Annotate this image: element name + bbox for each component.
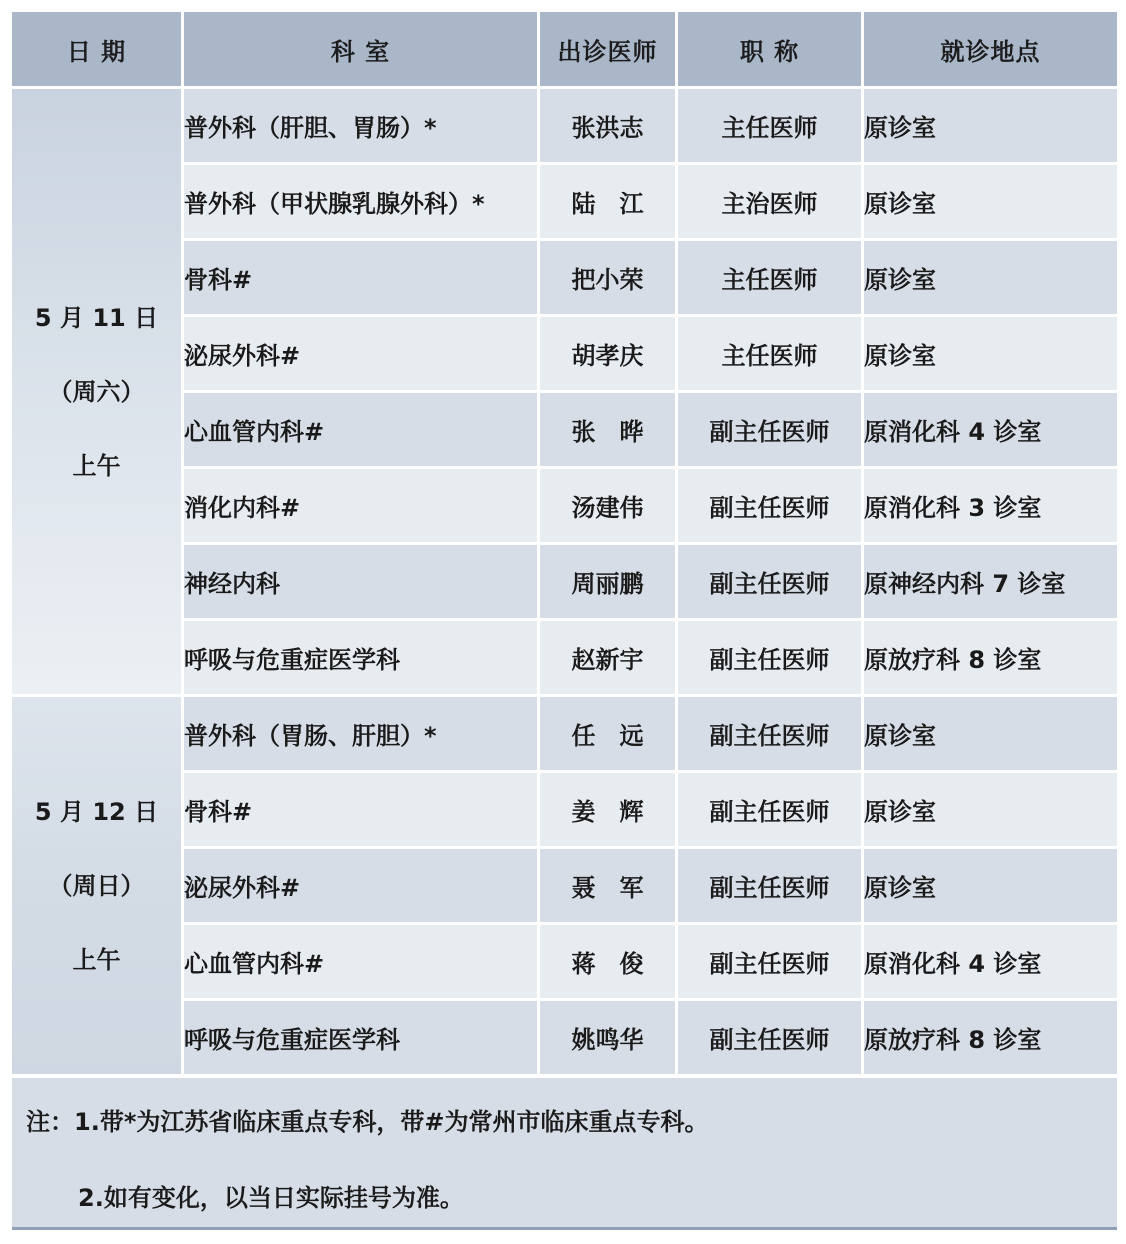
date-line: 5 月 11 日 xyxy=(34,303,159,332)
header-date: 日 期 xyxy=(12,12,184,89)
table-row xyxy=(12,89,1117,165)
location-cell: 原诊室 xyxy=(864,89,1117,165)
department-cell: 泌尿外科# xyxy=(184,849,540,925)
doctor-cell: 张洪志 xyxy=(540,89,678,165)
location-cell: 原神经内科 7 诊室 xyxy=(864,545,1117,621)
department-cell: 骨科# xyxy=(184,773,540,849)
schedule-document xyxy=(12,12,1117,1231)
location-cell: 原诊室 xyxy=(864,317,1117,393)
department-cell: 心血管内科# xyxy=(184,393,540,469)
note-line-1: 注：1.带*为江苏省临床重点专科，带#为常州市临床重点专科。 xyxy=(26,1108,709,1136)
location-cell: 原消化科 4 诊室 xyxy=(864,925,1117,1001)
table-row xyxy=(12,697,1117,773)
header-title: 职 称 xyxy=(678,12,864,89)
date-cell-may-12 xyxy=(12,697,184,1077)
doctor-cell: 任 远 xyxy=(540,697,678,773)
header-doctor: 出诊医师 xyxy=(540,12,678,89)
department-cell: 骨科# xyxy=(184,241,540,317)
bottom-divider xyxy=(12,1227,1117,1230)
title-cell: 主治医师 xyxy=(678,165,864,241)
doctor-cell: 胡孝庆 xyxy=(540,317,678,393)
doctor-cell: 把小荣 xyxy=(540,241,678,317)
department-cell: 泌尿外科# xyxy=(184,317,540,393)
department-cell: 普外科（胃肠、肝胆）* xyxy=(184,697,540,773)
header-location: 就诊地点 xyxy=(864,12,1117,89)
location-cell: 原放疗科 8 诊室 xyxy=(864,1001,1117,1077)
notes-section xyxy=(12,1077,1117,1230)
doctor-cell: 周丽鹏 xyxy=(540,545,678,621)
doctor-cell: 汤建伟 xyxy=(540,469,678,545)
doctor-cell: 赵新宇 xyxy=(540,621,678,697)
note-line-2: 2.如有变化，以当日实际挂号为准。 xyxy=(78,1184,464,1212)
location-cell: 原放疗科 8 诊室 xyxy=(864,621,1117,697)
title-cell: 副主任医师 xyxy=(678,1001,864,1077)
date-cell-may-11 xyxy=(12,89,184,697)
date-line: （周六） xyxy=(48,377,145,406)
title-cell: 副主任医师 xyxy=(678,469,864,545)
title-cell: 副主任医师 xyxy=(678,621,864,697)
department-cell: 普外科（肝胆、胃肠）* xyxy=(184,89,540,165)
title-cell: 副主任医师 xyxy=(678,849,864,925)
date-line: 上午 xyxy=(72,451,121,480)
department-cell: 消化内科# xyxy=(184,469,540,545)
department-cell: 呼吸与危重症医学科 xyxy=(184,1001,540,1077)
header-row xyxy=(12,12,1117,89)
location-cell: 原消化科 4 诊室 xyxy=(864,393,1117,469)
date-line: （周日） xyxy=(48,871,145,900)
schedule-table xyxy=(12,12,1117,1077)
doctor-cell: 姜 辉 xyxy=(540,773,678,849)
location-cell: 原诊室 xyxy=(864,849,1117,925)
doctor-cell: 蒋 俊 xyxy=(540,925,678,1001)
department-cell: 普外科（甲状腺乳腺外科）* xyxy=(184,165,540,241)
title-cell: 副主任医师 xyxy=(678,393,864,469)
location-cell: 原消化科 3 诊室 xyxy=(864,469,1117,545)
doctor-cell: 陆 江 xyxy=(540,165,678,241)
title-cell: 副主任医师 xyxy=(678,773,864,849)
doctor-cell: 聂 军 xyxy=(540,849,678,925)
location-cell: 原诊室 xyxy=(864,165,1117,241)
doctor-cell: 姚鸣华 xyxy=(540,1001,678,1077)
department-cell: 神经内科 xyxy=(184,545,540,621)
location-cell: 原诊室 xyxy=(864,697,1117,773)
title-cell: 主任医师 xyxy=(678,241,864,317)
department-cell: 心血管内科# xyxy=(184,925,540,1001)
title-cell: 副主任医师 xyxy=(678,925,864,1001)
doctor-cell: 张 晔 xyxy=(540,393,678,469)
title-cell: 副主任医师 xyxy=(678,697,864,773)
department-cell: 呼吸与危重症医学科 xyxy=(184,621,540,697)
title-cell: 副主任医师 xyxy=(678,545,864,621)
date-line: 上午 xyxy=(72,945,121,974)
location-cell: 原诊室 xyxy=(864,773,1117,849)
title-cell: 主任医师 xyxy=(678,89,864,165)
location-cell: 原诊室 xyxy=(864,241,1117,317)
title-cell: 主任医师 xyxy=(678,317,864,393)
date-line: 5 月 12 日 xyxy=(34,797,159,826)
header-department: 科 室 xyxy=(184,12,540,89)
